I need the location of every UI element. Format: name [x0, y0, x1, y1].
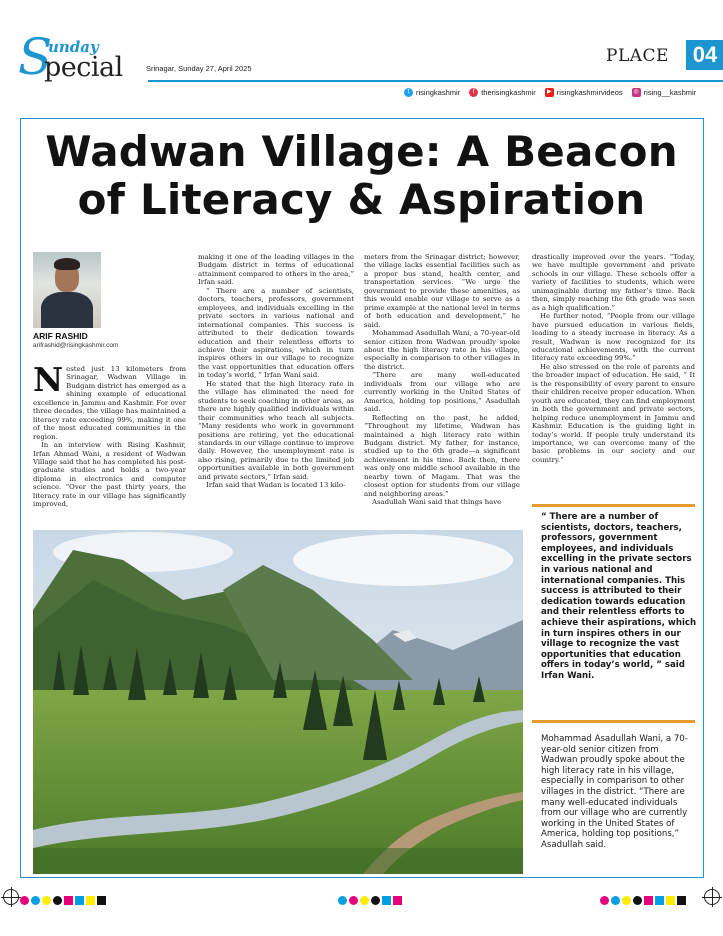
paragraph: He also stressed on the role of parents and the broader impact of education. He said, “ It is the responsibility of every parent to ensure their children receive proper education. When youth are educated, they can find employment in both the government and private sectors, helping reduce unemployment in Jammu and Kashmir. Education is the guiding light in today’s world. If people truly understand its importance, we can overcome many of the basic problems in our society and our country.”	[532, 362, 695, 464]
paragraph: drastically improved over the years. “Today, we have multiple government and private schools in our village. These schools offer a variety of facilities to students, which were unimaginable during my father’s time. Back then, simply reaching the 6th grade was seen as a high qualification.”	[532, 253, 695, 312]
social-handles	[404, 86, 704, 98]
social-youtube	[545, 86, 623, 98]
pullquote-rule	[532, 720, 695, 723]
paragraph: Asadullah Wani said that things have	[372, 498, 502, 507]
section-label: PLACE	[606, 46, 669, 66]
article-column-2	[198, 253, 354, 490]
pullquote-irfan: “ There are a number of scientists, doctors, teachers, professors, government employees, and individuals excelling in the private sectors in various national and international companies. This success is attributed to their dedication towards education and their relentless efforts to achieve their aspirations, which in turn inspires others in our village to recognize the vast opportunities that education offers in today’s world, ” said Irfan Wani.	[541, 512, 697, 681]
paragraph: He further noted, “People from our village have pursued education in various fields, leading to a steady increase in literacy. As a result, Wadwan is now recognized for its educational achievements, with the current literacy rate exceeding 99%.”	[532, 312, 695, 363]
social-twitter	[404, 86, 460, 98]
paragraph: In an interview with Rising Kashmir, Irfan Ahmad Wani, a resident of Wadwan Village said that he has completed his post-graduate studies and holds a two-year diploma in electronics and computer science. “Over the past thirty years, the literacy rate in our village has significantly improved,	[33, 441, 186, 509]
registration-mark	[3, 889, 19, 905]
social-instagram	[632, 86, 697, 98]
color-bar	[600, 893, 686, 907]
instagram-icon: ◎	[633, 88, 639, 95]
author-email: arifrashid@risingkashmir.com	[33, 342, 119, 349]
logo-initial: S	[18, 28, 53, 86]
social-handle: rising__kashmir	[643, 87, 697, 97]
logo-sunday: unday	[48, 38, 99, 56]
paragraph: meters from the Srinagar district; however, the village lacks essential facilities such as a proper bus stand, health center, and transportation services. “We urge the government to provide these amenities, as this would enable our village to serve as a prime example at the national level in terms of both education and development,” he said.	[364, 253, 520, 329]
facebook-icon: f	[469, 88, 478, 97]
paragraph: Mohammad Asadullah Wani, a 70-year-old senior citizen from Wadwan proudly spoke about the high literacy rate in his village, especially in comparison to other villages in the district.	[364, 329, 520, 371]
pullquote-rule	[532, 504, 695, 507]
page-number-badge: 04	[686, 40, 723, 70]
color-bar	[20, 893, 106, 907]
author-name: ARIF RASHID	[33, 331, 88, 341]
paragraph: Reflecting on the past, he added, “Throughout my lifetime, Wadwan has maintained a high literacy rate within Budgam district. My father, for instance, studied up to the 6th grade—a significant achievement in his time. Back then, there was only one middle school available in the nearby town of Magam. That was the closest option for students from our village and neighboring areas.”	[364, 413, 520, 498]
article-column-1	[33, 360, 186, 509]
headline	[0, 128, 723, 224]
paragraph: He stated that the high literacy rate in the village has eliminated the need for students to seek coaching in other areas, as there are highly qualified individuals within their communities who teach all subjects. “Many residents who work in government positions are retiring, yet the educational standards in our village continue to improve daily. However, the unemployment rate is also rising, primarily due to the limited job opportunities available in both government and private sectors,” Irfan said.	[198, 379, 354, 481]
header-rule	[148, 80, 723, 82]
masthead	[18, 28, 718, 86]
social-handle: risingkashmir	[416, 87, 461, 97]
paragraph: “ There are a number of scientists, doctors, teachers, professors, government employees, and individuals excelling in the private sectors in various national and international companies. This success is attributed to their dedication towards education and their relentless efforts to achieve their aspirations, which in turn inspires others in our village to recognize the vast opportunities that education offers in today’s world, ” Irfan Wani said.	[198, 286, 354, 380]
logo-special: pecial	[44, 52, 123, 83]
headline-line1: Wadwan Village: A Beacon	[45, 127, 678, 176]
paragraph: making it one of the leading villages in the Budgam district in terms of educational attainment compared to others in the area,” Irfan said.	[198, 253, 354, 287]
social-handle: therisingkashmir	[481, 87, 536, 97]
color-bar	[338, 893, 402, 907]
social-handle: risingkashmirvideos	[556, 87, 623, 97]
youtube-icon: ▶	[545, 88, 554, 97]
article-column-4	[532, 253, 695, 464]
dateline: Srinagar, Sunday 27, April 2025	[146, 64, 252, 73]
twitter-icon: t	[404, 88, 413, 97]
dropcap: N	[33, 360, 64, 399]
headline-line2: of Literacy & Aspiration	[77, 175, 646, 224]
article-column-3	[364, 253, 520, 507]
paragraph: ested just 13 kilometers from Srinagar, Wadwan Village in Budgam district has emerged as a shining example of educational excellence in Jammu and Kashmir. For over three decades, the village has maintained a literacy rate exceeding 99%, making it one of the most educated communities in the region.	[33, 365, 186, 441]
social-facebook	[469, 86, 536, 98]
paragraph: “There are many well-educated individuals from our village who are currently working in the United States of America, holding top positions,” Asadullah said.	[364, 371, 520, 414]
village-landscape-photo	[33, 530, 523, 874]
paragraph: Irfan said that Wadan is located 13 kilo-	[206, 481, 346, 490]
pullquote-asadullah: Mohammad Asadullah Wani, a 70-year-old senior citizen from Wadwan proudly spoke about the high literacy rate in his village, especially in comparison to other villages in the district. “There are many well-educated individuals from our village who are currently working in the United States of America, holding top positions,” Asadullah said.	[541, 734, 688, 850]
registration-mark	[704, 889, 720, 905]
author-photo	[33, 252, 101, 328]
